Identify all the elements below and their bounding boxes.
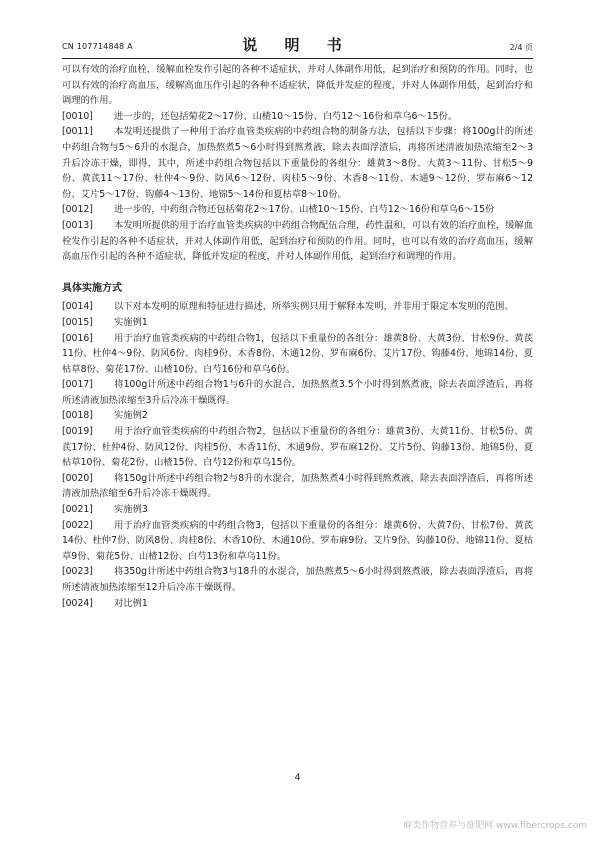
paragraph-0011 [62, 124, 533, 202]
paragraph-tag: [0017] [62, 379, 93, 391]
paragraph-text: 本发明还提供了一种用于治疗血管类疾病的中药组合物的制备方法，包括以下步骤：将100g计的所述中药组合物与5～6升的水混合，加热熬煮5～6小时得到熬煮液，除去表面浮渣后，再将所述清液加热浓缩至2～3升后冷冻干燥，即得，其中，所述中药组合物包括以下重量份的各组分：雄黄3～8份、大黄3～11份、甘松5～9份、黄芪11～17份、杜仲4～9份、防风6～12份、肉桂5～9份、木香8～11份、木通9～12份、罗布麻6～12份、艾片5～17份、钩藤4～13份、地锦5～14份和夏枯草8～10份。 [62, 126, 533, 200]
paragraph-0014 [62, 299, 533, 315]
paragraph-tag: [0013] [62, 219, 93, 231]
page-number: 4 [294, 773, 301, 783]
publication-number: CN 107714848 A [62, 42, 133, 51]
paragraph-tag: [0014] [62, 301, 93, 313]
paragraph-tag: [0011] [62, 126, 93, 138]
paragraph-group-b [62, 299, 533, 611]
paragraph-0016 [62, 331, 533, 378]
paragraph-0010 [62, 109, 533, 125]
paragraph-tag: [0016] [62, 332, 93, 344]
paragraph-tag: [0010] [62, 110, 93, 122]
paragraph-text: 本发明所提供的用于治疗血管类疾病的中药组合物配伍合理，药性温和，可以有效的治疗血栓，缓解血栓发作引起的各种不适症状，并对人体副作用低，起到治疗和预防的作用。同时，也可以有效的治疗高血压，缓解高血压作引起的各种不适症状，降低并发症的程度，并对人体副作用低，起到治疗和调理的作用。 [62, 219, 533, 263]
paragraph-0022 [62, 518, 533, 565]
paragraph-0018 [62, 408, 533, 424]
paragraph-tag: [0023] [62, 566, 93, 578]
paragraph-tag: [0020] [62, 472, 93, 484]
paragraph-0019 [62, 424, 533, 471]
example-heading: 对比例1 [114, 597, 148, 609]
paragraph-text: 进一步的，中药组合物还包括菊花2～17份、山楂10～15份、白芍12～16份和草乌6～15份 [114, 204, 495, 216]
section-heading: 具体实施方式 [62, 282, 122, 294]
paragraph-text: 用于治疗血管类疾病的中药组合物1，包括以下重量份的各组分：雄黄8份、大黄3份、甘松9份、黄芪11份、杜仲4～9份、防风6份、肉桂9份、木香8份、木通12份、罗布麻6份、艾片17份、钩藤4份、地锦14份、夏枯草8份、菊花17份、山楂10份、白芍16份和草乌6份。 [62, 332, 533, 375]
paragraph-tag: [0015] [62, 316, 93, 328]
paragraph-text: 将350g计所述中药组合物3与18升的水混合，加热熬煮5～6小时得到熬煮液，除去表面浮渣后，再将所述清液加热浓缩至12升后冷冻干燥既得。 [62, 566, 533, 593]
paragraph-text: 用于治疗血管类疾病的中药组合物3，包括以下重量份的各组分：雄黄6份、大黄7份、甘松7份、黄芪14份、杜仲7份、防风8份、肉桂8份、木香10份、木通10份、罗布麻9份、艾片9份、钩藤10份、地锦11份、夏枯草9份、菊花5份、山楂12份、白芍13份和草乌11份。 [62, 519, 533, 562]
example-heading: 实施例3 [114, 504, 148, 516]
example-heading: 实施例1 [114, 316, 148, 328]
paragraph-0021 [62, 502, 533, 518]
paragraph-0017 [62, 377, 533, 408]
paragraph-0012 [62, 202, 533, 218]
paragraph-0020 [62, 471, 533, 502]
paragraph-0015 [62, 315, 533, 331]
paragraph-text: 以下对本发明的原理和特征进行描述，所举实例只用于解释本发明，并非用于限定本发明的范围。 [114, 301, 514, 313]
lead-paragraph: 可以有效的治疗血栓，缓解血栓发作引起的各种不适症状，并对人体副作用低，起到治疗和预防的作用。同时，也可以有效的治疗高血压，缓解高血压作引起的各种不适症状，降低并发症的程度，并对人体副作用低，起到治疗和调理的作用。 [62, 64, 533, 107]
paragraph-0013 [62, 218, 533, 265]
paragraph-text: 将150g计所述中药组合物2与8升的水混合，加热熬煮4小时得到熬煮液，除去表面浮渣后，再将所述清液加热浓缩至6升后冷冻干燥既得。 [62, 472, 533, 500]
site-watermark: 麻类作物营养与施肥网 www.fibercrops.com [403, 821, 587, 831]
header-rule [62, 58, 533, 59]
paragraph-0023 [62, 564, 533, 595]
paragraph-tag: [0012] [62, 204, 93, 216]
paragraph-text: 将100g计所述中药组合物1与6升的水混合，加热熬煮3.5个小时得到熬煮液，除去表面浮渣后，再将所述清液加热浓缩至3升后冷冻干燥既得。 [62, 379, 533, 406]
page-info: 2/4 页 [509, 43, 533, 52]
paragraph-tag: [0022] [62, 519, 93, 531]
paragraph-text: 用于治疗血管类疾病的中药组合物2，包括以下重量份的各组分：雄黄3份、大黄11份、甘松5份、黄芪17份、杜仲4份、防风12份、肉桂5份、木香11份、木通9份、罗布麻12份、艾片5份、钩藤13份、地锦5份、夏枯草10份、菊花2份、山楂15份、白芍12份和草乌15份。 [62, 426, 533, 469]
example-heading: 实施例2 [114, 410, 148, 422]
document-title: 说 明 书 [242, 36, 353, 54]
document-body [62, 62, 533, 611]
paragraph-0024 [62, 596, 533, 612]
paragraph-tag: [0019] [62, 426, 93, 438]
paragraph-text: 进一步的，还包括菊花2～17份、山楂10～15份、白芍12～16份和草乌6～15份。 [114, 110, 458, 122]
paragraph-group-a [62, 109, 533, 265]
paragraph-tag: [0018] [62, 410, 93, 422]
paragraph-tag: [0021] [62, 504, 93, 516]
page-header [62, 32, 533, 54]
paragraph-tag: [0024] [62, 597, 93, 609]
